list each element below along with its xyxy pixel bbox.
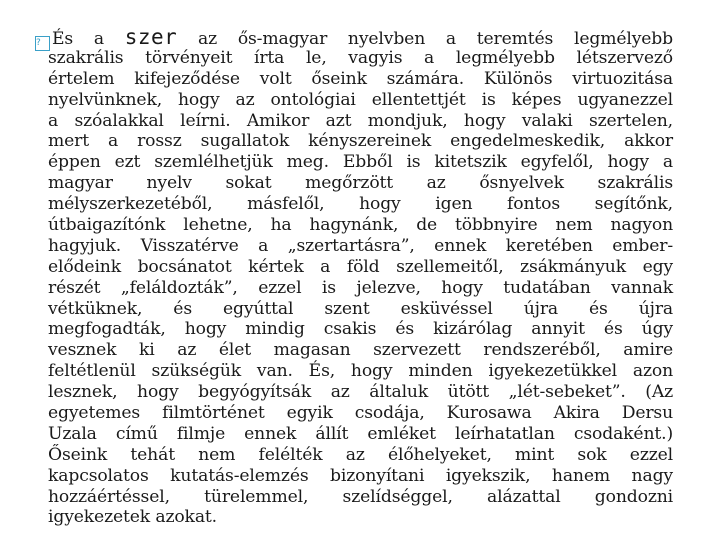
emphasized-word: szer: [124, 25, 178, 49]
paragraph-line: szakrális törvényeit írta le, vagyis a legmélyebb létszervező: [48, 47, 673, 68]
paragraph-line-first: [36, 25, 674, 49]
paragraph-line: egyetemes filmtörténet egyik csodája, Kurosawa Akira Dersu: [48, 403, 673, 424]
paragraph-line: mélyszerkezetéből, másfelől, hogy igen fontos segítőnk,: [48, 194, 673, 215]
paragraph-line: értelem kifejeződése volt őseink számára. Különös virtuozitása: [48, 68, 673, 89]
paragraph-line: megfogadták, hogy mindig csakis és kizárólag annyit és úgy: [48, 319, 673, 340]
paragraph-line: vétküknek, és egyúttal szent esküvéssel újra és újra: [48, 298, 673, 319]
paragraph-line: magyar nyelv sokat megőrzött az ősnyelvek szakrális: [48, 173, 673, 194]
paragraph-line: részét „feláldozták”, ezzel is jelezve, hogy tudatában vannak: [48, 277, 673, 298]
paragraph-line: vesznek ki az élet magasan szervezett rendszeréből, amire: [48, 340, 673, 361]
paragraph-line: hagyjuk. Visszatérve a „szertartásra”, ennek keretében ember-: [48, 235, 673, 256]
paragraph-line: Uzala című filmje ennek állít emléket leírhatatlan csodaként.): [48, 423, 673, 444]
bullet-icon: ?: [35, 36, 50, 51]
paragraph-line: nyelvünknek, hogy az ontológiai ellentettjét is képes ugyanezzel: [48, 89, 673, 110]
paragraph-line: feltétlenül szükségük van. És, hogy minden igyekezetükkel azon: [48, 361, 673, 382]
paragraph-line: éppen ezt szemlélhetjük meg. Ebből is kitetszik egyfelől, hogy a: [48, 152, 673, 173]
paragraph-line: hozzáértéssel, türelemmel, szelídséggel, alázattal gondozni: [48, 486, 673, 507]
body-paragraph: [36, 25, 674, 528]
paragraph-line: útbaigazítónk lehetne, ha hagynánk, de többnyire nem nagyon: [48, 215, 673, 236]
paragraph-line: Őseink tehát nem felélték az élőhelyeket, mint sok ezzel: [48, 444, 673, 465]
paragraph-line: a szóalakkal leírni. Amikor azt mondjuk, hogy valaki szertelen,: [48, 110, 673, 131]
first-line-rest: az ős-magyar nyelvben a teremtés legmélyebb: [177, 29, 674, 49]
first-line-start: És a: [52, 29, 125, 49]
paragraph-line: elődeink bocsánatot kértek a föld szellemeitől, zsákmányuk egy: [48, 256, 673, 277]
paragraph-line: kapcsolatos kutatás-elemzés bizonyítani igyekszik, hanem nagy: [48, 465, 673, 486]
paragraph-line: lesznek, hogy begyógyítsák az általuk ütött „lét-sebeket”. (Az: [48, 382, 673, 403]
paragraph-line: mert a rossz sugallatok kényszereinek engedelmeskedik, akkor: [48, 131, 673, 152]
paragraph-line-last: igyekezetek azokat.: [48, 507, 217, 528]
